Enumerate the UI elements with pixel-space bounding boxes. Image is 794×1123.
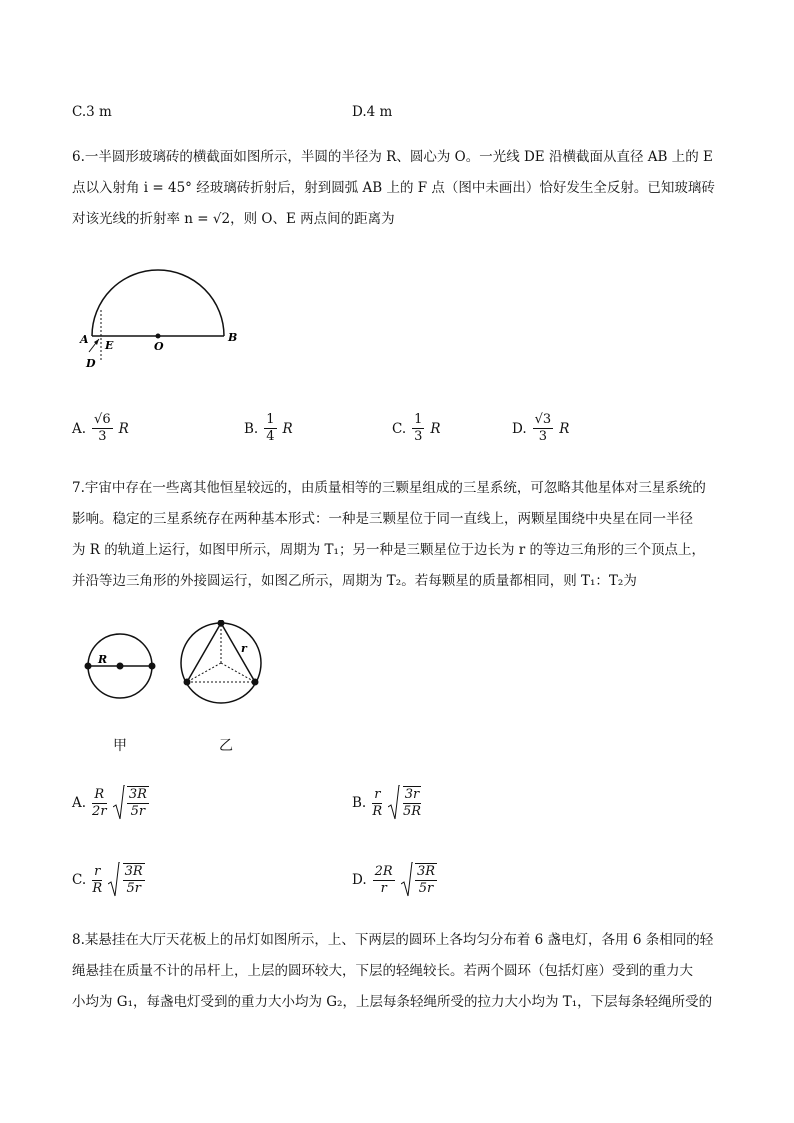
q6-option-a: A. $\frac{√6}{3}$ R: [72, 412, 129, 444]
q7-line-3: 为 R 的轨道上运行，如图甲所示，周期为 T₁；另一种是三颗星位于边长为 r 的等边三角形的三个顶点上，: [72, 542, 705, 558]
label-a: A: [80, 333, 89, 346]
q6-line-3c: ，则 O、E 两点间的距离为: [230, 211, 395, 227]
three-star-figures: [80, 620, 270, 710]
q7-option-c: C. $\frac{r}{R}$ $\frac{3R}{5r}$: [72, 862, 147, 898]
label-e: E: [105, 339, 114, 352]
q8-line-3: 小均为 G₁，每盏电灯受到的重力大小均为 G₂，上层每条轻绳所受的拉力大小均为 T₁，下层每条轻绳所受的: [72, 994, 713, 1010]
q6-option-c: C. $\frac{1}{3}$ R: [392, 412, 441, 444]
sqrt-symbol: $\frac{3R}{5r}$: [113, 785, 151, 821]
question-6: [72, 142, 732, 235]
label-yi: 乙: [219, 738, 233, 754]
q7-option-b: B. $\frac{r}{R}$ $\frac{3r}{5R}$: [352, 785, 423, 821]
question-8: [72, 925, 732, 1018]
sqrt-symbol: $\frac{3R}{5r}$: [401, 862, 439, 898]
semicircle-figure: [78, 266, 248, 374]
q8-line-2: 绳悬挂在质量不计的吊杆上，上层的圆环较大，下层的轻绳较长。若两个圆环（包括灯座）受到的重力大: [72, 963, 693, 979]
label-r-small: r: [241, 642, 247, 655]
label-r-big: R: [98, 653, 108, 666]
option-d-q5: D.4 m: [352, 104, 393, 120]
label-o: O: [154, 340, 164, 353]
q6-sqrt2: √2: [212, 211, 231, 227]
q8-line-1: 8.某悬挂在大厅天花板上的吊灯如图所示，上、下两层的圆环上各均匀分布着 6 盏电灯，各用 6 条相同的轻: [72, 932, 714, 948]
q7-line-1: 7.宇宙中存在一些离其他恒星较远的，由质量相等的三颗星组成的三星系统，可忽略其他星体对三星系统的: [72, 480, 706, 496]
q6-line-3: [72, 204, 732, 235]
label-b: B: [228, 331, 238, 344]
option-c-q5: C.3 m: [72, 104, 112, 120]
label-d: D: [86, 357, 96, 370]
question-7: [72, 473, 732, 597]
sqrt-symbol: $\frac{3R}{5r}$: [108, 862, 146, 898]
q6-line-2: 点以入射角 i = 45° 经玻璃砖折射后，射到圆弧 AB 上的 F 点（图中未画出）恰好发生全反射。已知玻璃砖: [72, 180, 715, 196]
q6-option-d: D. $\frac{√3}{3}$ R: [512, 412, 570, 444]
q7-option-a: A. $\frac{R}{2r}$ $\frac{3R}{5r}$: [72, 785, 151, 821]
q7-line-2: 影响。稳定的三星系统存在两种基本形式：一种是三颗星位于同一直线上，两颗星围绕中央星在同一半径: [72, 511, 693, 527]
label-jia: 甲: [113, 738, 127, 754]
q6-option-b: B. $\frac{1}{4}$ R: [244, 412, 293, 444]
sqrt-symbol: $\frac{3r}{5R}$: [388, 785, 423, 821]
q6-line-1: 6.一半圆形玻璃砖的横截面如图所示，半圆的半径为 R、圆心为 O。一光线 DE 沿横截面从直径 AB 上的 E: [72, 149, 713, 165]
q6-line-3a: 对该光线的折射率 n =: [72, 211, 213, 227]
q7-line-4: 并沿等边三角形的外接圆运行，如图乙所示，周期为 T₂。若每颗星的质量都相同，则 T₁：T₂为: [72, 573, 637, 589]
q7-option-d: D. $\frac{2R}{r}$ $\frac{3R}{5r}$: [352, 862, 439, 898]
